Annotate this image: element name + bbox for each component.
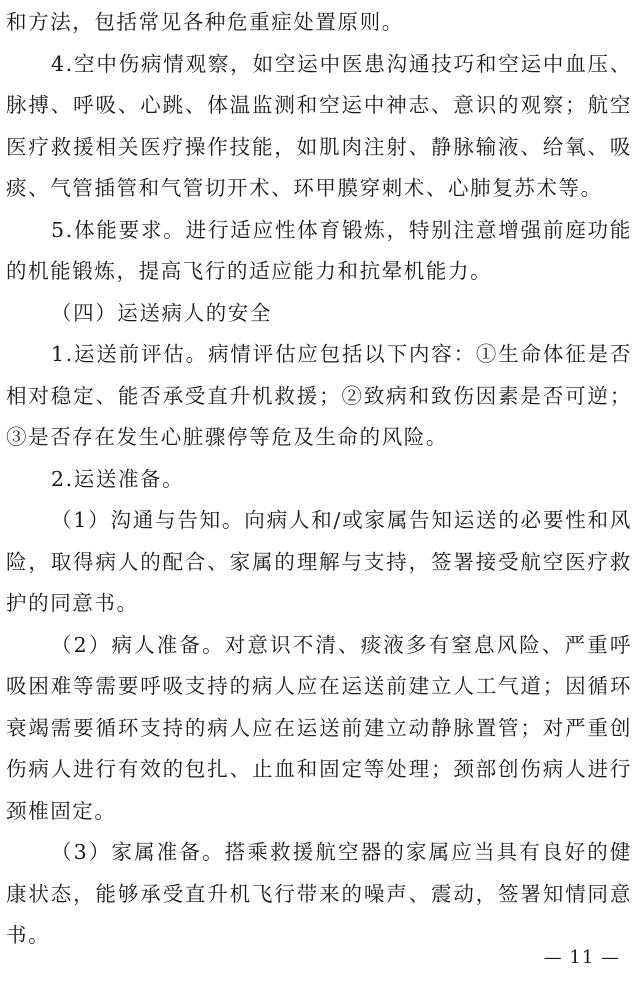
paragraph-evaluation: 1.运送前评估。病情评估应包括以下内容：①生命体征是否相对稳定、能否承受直升机救援；②致病和致伤因素是否可逆；③是否存在发生心脏骤停等危及生命的风险。 — [6, 342, 632, 449]
paragraph-patient-prep: （2）病人准备。对意识不清、痰液多有窒息风险、严重呼吸困难等需要呼吸支持的病人应在运送前建立人工气道；因循环衰竭需要循环支持的病人应在运送前建立动静脉置管；对严重创伤病人进行有效的包扎、止血和固定等处理；颈部创伤病人进行颈椎固定。 — [6, 632, 632, 823]
paragraph-preparation: 2.运送准备。 — [51, 466, 185, 491]
paragraph-item-4: 4.空中伤病情观察，如空运中医患沟通技巧和空运中血压、脉搏、呼吸、心跳、体温监测和空运中神志、意识的观察；航空医疗救援相关医疗操作技能，如肌肉注射、静脉输液、给氧、吸痰、气管插管和气管切开术、环甲膜穿刺术、心肺复苏术等。 — [6, 51, 632, 200]
page-number: — 11 — — [543, 947, 620, 968]
body-text — [6, 2, 632, 957]
paragraph-family-prep: （3）家属准备。搭乘救援航空器的家属应当具有良好的健康状态，能够承受直升机飞行带来的噪声、震动，签署知情同意书。 — [6, 840, 632, 947]
paragraph-continuation: 和方法，包括常见各种危重症处置原则。 — [6, 10, 404, 34]
paragraph-item-5: 5.体能要求。进行适应性体育锻炼，特别注意增强前庭功能的机能锻炼，提高飞行的适应能力和抗晕机能力。 — [6, 217, 632, 283]
paragraph-communication: （1）沟通与告知。向病人和/或家属告知运送的必要性和风险，取得病人的配合、家属的理解与支持，签署接受航空医疗救护的同意书。 — [6, 508, 632, 615]
section-heading: （四）运送病人的安全 — [51, 300, 272, 325]
